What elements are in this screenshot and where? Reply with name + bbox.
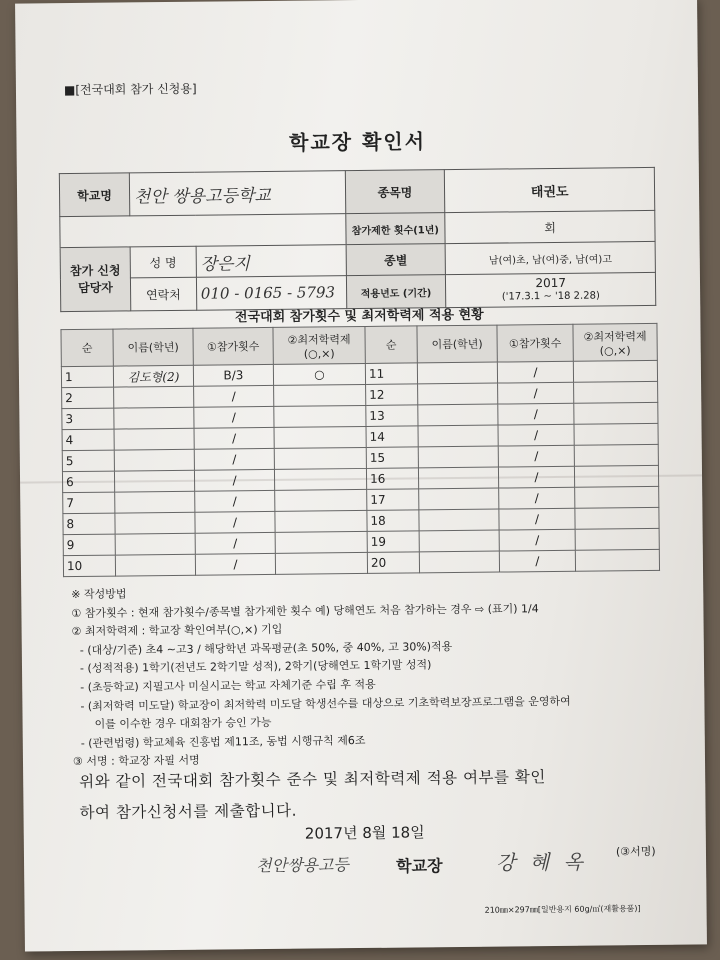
record-no: 7 <box>63 492 115 514</box>
record-min <box>275 531 367 553</box>
header-no: 순 <box>365 326 417 364</box>
record-name <box>115 512 195 534</box>
record-name <box>419 530 499 552</box>
signature-mark: (③서명) <box>615 844 656 859</box>
record-no: 10 <box>63 555 115 577</box>
record-count: / <box>195 490 275 512</box>
record-count: B/3 <box>193 364 273 386</box>
records-title: 전국대회 참가횟수 및 최저학력제 적용 현황 <box>234 307 484 326</box>
record-count: / <box>195 553 275 575</box>
note-line: ① 참가횟수 : 현재 참가횟수/종목별 참가제한 횟수 예) 당해연도 처음 참가하는 경우 ⇨ (표기) 1/4 <box>71 601 539 620</box>
record-no: 1 <box>61 366 113 388</box>
record-count: / <box>498 466 574 488</box>
record-name <box>115 533 195 555</box>
record-name <box>418 467 498 489</box>
record-min <box>574 423 658 445</box>
record-count: / <box>498 403 574 425</box>
record-min <box>275 489 367 511</box>
category-label: 종별 <box>346 244 446 276</box>
note-line: - (성적적용) 1학기(전년도 2학기말 성적), 2학기(당해연도 1학기말 성적) <box>79 658 432 676</box>
record-min <box>274 468 366 490</box>
record-no: 4 <box>62 429 114 451</box>
records-header-row <box>61 323 657 366</box>
header-name: 이름(학년) <box>113 328 193 366</box>
note-line: ② 최저학력제 : 학교장 확인여부(○,×) 기입 <box>71 623 283 639</box>
record-name <box>114 407 194 429</box>
record-name <box>114 449 194 471</box>
document-title: 학교장 확인서 <box>288 129 427 155</box>
record-min <box>274 405 366 427</box>
record-name: 김도형(2) <box>113 365 193 387</box>
record-name <box>418 425 498 447</box>
record-count: / <box>498 424 574 446</box>
record-no: 14 <box>366 426 418 448</box>
school-signature: 천안쌍용고등 <box>255 855 349 876</box>
record-count: / <box>194 406 274 428</box>
year-label: 적용년도 (기간) <box>346 275 446 309</box>
record-name <box>114 470 194 492</box>
principal-signature: 강 혜 옥 <box>495 849 587 875</box>
info-table <box>59 167 656 312</box>
record-min <box>575 507 659 529</box>
contact-label: 연락처 <box>130 277 196 311</box>
record-name <box>419 509 499 531</box>
closing-line: 위와 같이 전국대회 참가횟수 준수 및 최저학력제 적용 여부를 확인 <box>79 768 546 791</box>
record-name <box>115 491 195 513</box>
record-min <box>573 360 657 382</box>
record-min: ○ <box>273 363 365 385</box>
record-no: 20 <box>367 552 419 574</box>
sport-label: 종목명 <box>345 170 445 214</box>
record-count: / <box>194 385 274 407</box>
record-no: 16 <box>366 468 418 490</box>
record-name <box>115 554 195 576</box>
record-no: 6 <box>62 471 114 493</box>
limit-label: 참가제한 횟수(1년) <box>345 213 445 245</box>
record-count: / <box>194 448 274 470</box>
note-line: - (최저학력 미도달) 학교장이 최저학력 미도달 학생선수를 대상으로 기초학력보장프로그램을 운영하여 <box>80 694 571 713</box>
record-min <box>575 528 659 550</box>
name-label: 성 명 <box>130 246 196 278</box>
record-no: 9 <box>63 534 115 556</box>
category-value: 남(여)초, 남(여)중, 남(여)고 <box>445 241 655 274</box>
limit-value: 회 <box>445 210 655 243</box>
record-min <box>575 549 659 571</box>
period-value: ('17.3.1 ~ '18 2.28) <box>501 290 600 303</box>
record-name <box>114 386 194 408</box>
record-min <box>574 381 658 403</box>
note-line: ③ 서명 : 학교장 자필 서명 <box>72 754 200 769</box>
record-no: 2 <box>62 387 114 409</box>
record-no: 8 <box>63 513 115 535</box>
record-no: 17 <box>367 489 419 511</box>
record-min <box>574 402 658 424</box>
header-count: ①참가횟수 <box>193 327 273 365</box>
header-min: ②최저학력제 (○,×) <box>273 326 365 364</box>
record-no: 11 <box>365 363 417 385</box>
info-empty-cell <box>60 214 346 248</box>
record-name <box>114 428 194 450</box>
record-count: / <box>195 511 275 533</box>
record-name <box>419 551 499 573</box>
record-count: / <box>194 427 274 449</box>
record-min <box>574 465 658 487</box>
header-count: ①참가횟수 <box>497 324 573 362</box>
record-name <box>418 446 498 468</box>
record-min <box>275 552 367 574</box>
record-count: / <box>499 487 575 509</box>
closing-line: 하여 참가신청서를 제출합니다. <box>79 801 298 822</box>
school-value: 천안 쌍용고등학교 <box>129 171 345 216</box>
school-label: 학교명 <box>59 173 129 217</box>
record-min <box>275 510 367 532</box>
record-name <box>418 383 498 405</box>
header-no: 순 <box>61 329 113 367</box>
instructions <box>71 581 571 772</box>
header-name: 이름(학년) <box>417 325 497 363</box>
record-min <box>274 426 366 448</box>
note-line: - (대상/기준) 초4 ~고3 / 해당학년 과목평균(초 50%, 중 40%, 고 30%)적용 <box>79 639 453 657</box>
record-name <box>419 488 499 510</box>
submission-date: 2017년 8월 18일 <box>304 823 425 843</box>
record-count: / <box>498 382 574 404</box>
record-no: 5 <box>62 450 114 472</box>
record-count: / <box>499 529 575 551</box>
record-min <box>274 384 366 406</box>
record-no: 19 <box>367 531 419 553</box>
record-no: 12 <box>366 384 418 406</box>
contact-value: 010 - 0165 - 5793 <box>196 276 346 311</box>
record-count: / <box>499 550 575 572</box>
records-table <box>60 323 660 577</box>
record-count: / <box>194 469 274 491</box>
record-name <box>417 362 497 384</box>
name-value: 장은지 <box>196 245 346 278</box>
header-min: ②최저학력제 (○,×) <box>573 323 657 361</box>
record-count: / <box>499 508 575 530</box>
record-count: / <box>498 445 574 467</box>
record-name <box>418 404 498 426</box>
sport-value: 태권도 <box>445 167 655 212</box>
year-value: 2017 <box>535 275 567 291</box>
principal-label: 학교장 <box>396 856 443 876</box>
record-no: 15 <box>366 447 418 469</box>
document-page <box>15 0 707 952</box>
paper-spec: 210㎜×297㎜[일반용지 60g/㎡(재활용품)] <box>484 904 641 915</box>
note-line: - (관련법령) 학교체육 진흥법 제11조, 동법 시행규칙 제6조 <box>80 733 366 750</box>
note-line: 이를 이수한 경우 대회참가 승인 가능 <box>94 716 272 731</box>
record-min <box>574 444 658 466</box>
record-no: 3 <box>62 408 114 430</box>
info-row-school <box>59 167 654 216</box>
record-count: / <box>195 532 275 554</box>
form-type-tag: ■[전국대회 참가 신청용] <box>63 81 197 98</box>
record-min <box>274 447 366 469</box>
applicant-label: 참가 신청 담당자 <box>60 247 131 312</box>
record-no: 18 <box>367 510 419 532</box>
record-min <box>575 486 659 508</box>
note-line: - (초등학교) 지필고사 미실시교는 학교 자체기준 수립 후 적용 <box>80 677 376 694</box>
record-no: 13 <box>366 405 418 427</box>
record-count: / <box>497 361 573 383</box>
note-line: ※ 작성방법 <box>71 587 127 602</box>
